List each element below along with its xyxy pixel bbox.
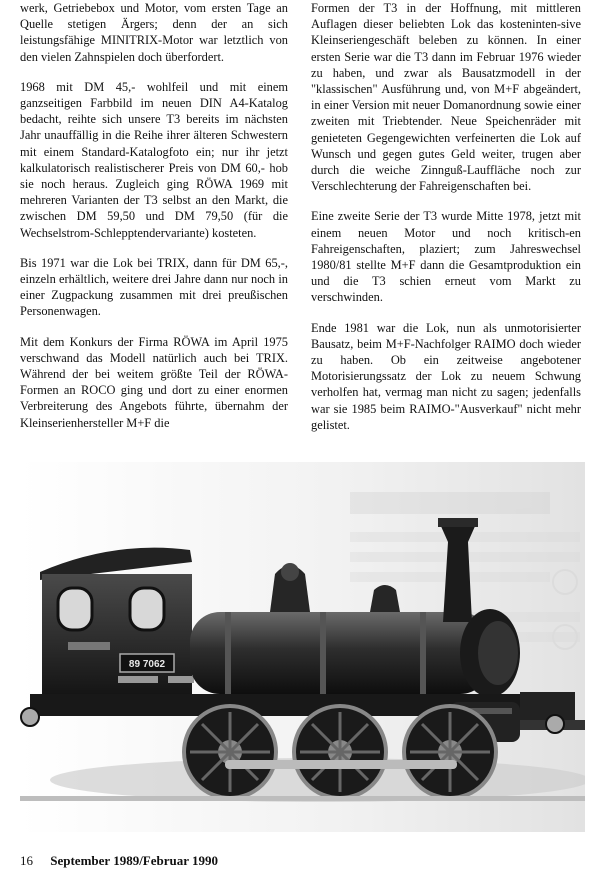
paragraph: Eine zweite Serie der T3 wurde Mitte 1978, jetzt mit einem neuen Motor und noch kritisch-en Fahreigenschaften, plaziert; zum Jahreswechsel 1980/81 stellte M+F dann die Gesamtproduktion ein und die T3 schien erneut vom Markt zu verschwinden.: [311, 209, 581, 305]
article-left-column: [20, 0, 288, 445]
number-plate-text: 89 7062: [128, 659, 166, 670]
boiler: [190, 609, 520, 697]
paragraph: Formen der T3 in der Hoffnung, mit mittleren Auflagen dieser beliebten Lok das kosteninten-sive Kleinseriengeschäft beleben zu können. In einer ersten Serie war die T3 dann im Februar 1976 wieder zu haben, und zwar als Bausatzmodell in der "klassischen" Ausführung und, von M+F abgeändert, in einer Version mit neuer Domanordnung sowie einer zweiten mit Triebtender. Neue Speichenräder mit genieteten Gegengewichten verfeinerten die Lok auf Wunsch und gegen gutes Geld weiter, trugen aber durch die weiche Zinnguß-Lauffläche noch zur Verschlechterung der Fahreigenschaften bei.: [311, 1, 581, 194]
page-footer: [20, 853, 218, 869]
paragraph: 1968 mit DM 45,- wohlfeil und mit einem ganzseitigen Farbbild im neuen DIN A4-Katalog bedacht, reihte sich unsere T3 bereits im nächsten Jahr unauffällig in die Reihe ihrer älteren Schwestern mit einem Standard-Katalogfoto ein; nur ihr jetzt kalkulatorisch realistischerer Preis von DM 60,- hob sie noch heraus. Zugleich ging RÖWA 1969 mit mehreren Varianten der T3 selbst an den Markt, die zwischen DM 59,50 und DM 79,50 (für die Wechselstrom-Schlepptendervariante) kosteten.: [20, 79, 288, 240]
paragraph: Ende 1981 war die Lok, nun als unmotorisierter Bausatz, beim M+F-Nachfolger RAIMO doch wieder zu haben. Ob ein zeitweise angebotener Motorisierungssatz der Lok zu neuem Schwung verholfen hat, vermag man nicht zu sagen; jedenfalls war sie 1985 beim RAIMO-"Ausverkauf" nicht mehr gelistet.: [311, 320, 581, 432]
paragraph: Mit dem Konkurs der Firma RÖWA im April 1975 verschwand das Modell natürlich auch bei TRIX. Während der bei weitem größte Teil der RÖWA-Formen an ROCO ging und dort zu einer enormen Verbreiterung des Angebots führte, übernahm der Kleinserienhersteller M+F die: [20, 334, 288, 430]
coupling-rod: [225, 760, 457, 769]
page-number: 16: [20, 853, 33, 868]
driving-wheels: [184, 706, 496, 798]
article-right-column: [311, 0, 581, 447]
buffer: [546, 715, 564, 733]
locomotive-photo: [20, 462, 585, 832]
paragraph: Bis 1971 war die Lok bei TRIX, dann für DM 65,-, einzeln erhältlich, weitere drei Jahre dann nur noch in einer Zugpackung zusammen mit drei preußischen Personenwagen.: [20, 255, 288, 319]
paragraph: werk, Getriebebox und Motor, vom ersten Tage an Quelle stetigen Ärgers; denn der an sich leistungsfähige MINITRIX-Motor war letztlich von den vielen Zahnspielen doch überfordert.: [20, 1, 288, 64]
issue-date: September 1989/Februar 1990: [50, 853, 219, 868]
buffer: [21, 708, 39, 726]
